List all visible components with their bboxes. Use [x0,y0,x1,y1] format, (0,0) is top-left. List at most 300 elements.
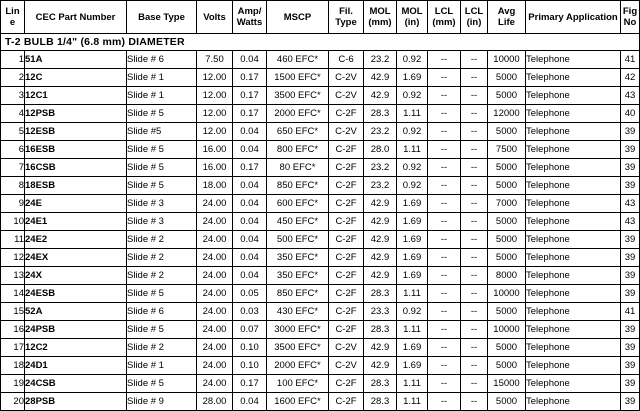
section-header-row [1,34,640,51]
cell-lcl-mm: -- [428,231,461,249]
cell-life: 10000 [488,321,526,339]
cell-lcl-in: -- [461,393,488,411]
col-header-lcl-mm-text2: (mm) [432,17,456,28]
cell-volts: 16.00 [197,141,233,159]
cell-lcl-in: -- [461,51,488,69]
cell-fig: 43 [621,213,640,231]
cell-mol-mm: 28.3 [364,321,397,339]
cell-volts: 24.00 [197,195,233,213]
col-header-mol-mm-text2: (mm) [368,17,392,28]
cell-line: 6 [1,141,25,159]
table-row [1,87,640,105]
cell-amps: 0.04 [233,177,267,195]
cell-lcl-in: -- [461,213,488,231]
cell-part: 24E2 [25,231,127,249]
table-row [1,177,640,195]
col-header-fil [329,1,364,34]
cell-app: Telephone [526,141,621,159]
cell-lcl-in: -- [461,357,488,375]
col-header-mol-in-text2: (in) [404,17,420,28]
cell-life: 8000 [488,267,526,285]
cell-mscp: 2000 EFC* [267,357,329,375]
cell-lcl-mm: -- [428,321,461,339]
cell-fig: 39 [621,339,640,357]
cell-mscp: 650 EFC* [267,123,329,141]
cell-line: 11 [1,231,25,249]
cell-volts: 12.00 [197,123,233,141]
cell-fig: 39 [621,375,640,393]
cell-base: Slide # 6 [127,303,197,321]
cell-fig: 39 [621,285,640,303]
cell-app: Telephone [526,51,621,69]
cell-mol-in: 1.69 [397,213,428,231]
cell-fil: C-2F [329,213,364,231]
cell-mscp: 600 EFC* [267,195,329,213]
cell-lcl-in: -- [461,195,488,213]
cell-line: 12 [1,249,25,267]
cell-lcl-mm: -- [428,393,461,411]
cell-fig: 39 [621,177,640,195]
table-row [1,249,640,267]
table-row [1,393,640,411]
cell-mol-mm: 23.2 [364,123,397,141]
cell-app: Telephone [526,87,621,105]
cell-fil: C-2F [329,249,364,267]
cell-lcl-in: -- [461,303,488,321]
cell-app: Telephone [526,105,621,123]
col-header-line [1,1,25,34]
cell-line: 7 [1,159,25,177]
cell-life: 5000 [488,249,526,267]
col-header-mol-in-text1: MOL [401,6,423,17]
cell-fil: C-2F [329,321,364,339]
cell-app: Telephone [526,123,621,141]
cell-line: 16 [1,321,25,339]
cell-line: 17 [1,339,25,357]
cell-amps: 0.04 [233,123,267,141]
table-row [1,141,640,159]
cell-lcl-in: -- [461,267,488,285]
cell-mol-mm: 42.9 [364,357,397,375]
table-row [1,51,640,69]
cell-mscp: 1600 EFC* [267,393,329,411]
cell-base: Slide # 5 [127,321,197,339]
cell-fil: C-2F [329,285,364,303]
cell-lcl-in: -- [461,123,488,141]
cell-mscp: 430 EFC* [267,303,329,321]
table-row [1,375,640,393]
cell-life: 5000 [488,213,526,231]
cell-volts: 24.00 [197,339,233,357]
cell-lcl-mm: -- [428,51,461,69]
cell-mol-mm: 28.3 [364,393,397,411]
cell-amps: 0.04 [233,393,267,411]
cell-mscp: 1500 EFC* [267,69,329,87]
cell-mol-mm: 23.2 [364,159,397,177]
col-header-fil-text2: Type [335,17,357,28]
col-header-lcl-in-text1: LCL [464,6,484,17]
cell-lcl-mm: -- [428,69,461,87]
cell-line: 3 [1,87,25,105]
cell-volts: 12.00 [197,105,233,123]
cell-fil: C-2F [329,105,364,123]
cell-volts: 18.00 [197,177,233,195]
cell-mol-mm: 42.9 [364,195,397,213]
cell-volts: 24.00 [197,285,233,303]
cell-app: Telephone [526,375,621,393]
cell-lcl-mm: -- [428,141,461,159]
cell-amps: 0.17 [233,87,267,105]
cell-base: Slide # 1 [127,69,197,87]
cell-app: Telephone [526,69,621,87]
cell-lcl-mm: -- [428,303,461,321]
cell-mol-in: 0.92 [397,123,428,141]
cell-fig: 43 [621,87,640,105]
cell-mscp: 500 EFC* [267,231,329,249]
cell-fil: C-2F [329,141,364,159]
cell-line: 4 [1,105,25,123]
cell-app: Telephone [526,357,621,375]
cell-mscp: 450 EFC* [267,213,329,231]
cell-line: 13 [1,267,25,285]
cell-mol-mm: 42.9 [364,267,397,285]
cell-line: 2 [1,69,25,87]
cell-line: 5 [1,123,25,141]
cell-mscp: 3500 EFC* [267,87,329,105]
cell-line: 1 [1,51,25,69]
cell-fil: C-2F [329,393,364,411]
cell-lcl-in: -- [461,231,488,249]
cell-mol-in: 0.92 [397,51,428,69]
cell-mol-mm: 28.3 [364,375,397,393]
cell-volts: 24.00 [197,375,233,393]
cell-mol-in: 0.92 [397,177,428,195]
cell-volts: 12.00 [197,87,233,105]
cell-part: 16ESB [25,141,127,159]
cell-fig: 43 [621,195,640,213]
cell-amps: 0.04 [233,231,267,249]
cell-part: 12C2 [25,339,127,357]
cell-mol-in: 1.11 [397,141,428,159]
cell-fil: C-2F [329,177,364,195]
table-row [1,159,640,177]
cell-volts: 24.00 [197,213,233,231]
col-header-base: Base Type [127,1,197,34]
cell-lcl-mm: -- [428,339,461,357]
col-header-fig-text1: Fig [622,6,638,17]
cell-amps: 0.10 [233,357,267,375]
cell-part: 16CSB [25,159,127,177]
cell-volts: 24.00 [197,357,233,375]
cell-life: 12000 [488,105,526,123]
cell-base: Slide # 2 [127,231,197,249]
cell-fil: C-2F [329,159,364,177]
cell-base: Slide # 5 [127,285,197,303]
col-header-app: Primary Application [526,1,621,34]
cell-mol-mm: 28.3 [364,105,397,123]
table-header [1,1,640,34]
cell-mscp: 3500 EFC* [267,339,329,357]
cell-base: Slide # 5 [127,177,197,195]
cell-fil: C-2V [329,357,364,375]
table-row [1,285,640,303]
cell-part: 12PSB [25,105,127,123]
cell-life: 7500 [488,141,526,159]
cell-mscp: 850 EFC* [267,285,329,303]
cell-amps: 0.05 [233,285,267,303]
cell-base: Slide # 5 [127,375,197,393]
cell-app: Telephone [526,267,621,285]
cell-mscp: 3000 EFC* [267,321,329,339]
cell-mol-in: 1.69 [397,69,428,87]
cell-line: 10 [1,213,25,231]
col-header-mol-mm [364,1,397,34]
col-header-fil-text1: Fil. [339,6,353,17]
cell-mol-in: 0.92 [397,303,428,321]
cell-amps: 0.04 [233,267,267,285]
cell-mol-mm: 42.9 [364,87,397,105]
cell-base: Slide # 5 [127,105,197,123]
cell-base: Slide # 2 [127,267,197,285]
cell-app: Telephone [526,213,621,231]
cell-mol-in: 1.69 [397,357,428,375]
cell-mscp: 350 EFC* [267,267,329,285]
col-header-line-text1: Lin [5,6,20,17]
cell-mol-in: 1.11 [397,321,428,339]
cell-lcl-mm: -- [428,87,461,105]
cell-mol-mm: 42.9 [364,249,397,267]
cell-part: 12ESB [25,123,127,141]
cell-mol-in: 0.92 [397,159,428,177]
header-row [1,1,640,34]
cell-volts: 24.00 [197,267,233,285]
cell-line: 14 [1,285,25,303]
cell-mol-in: 1.69 [397,195,428,213]
cell-fil: C-2F [329,303,364,321]
cell-part: 24X [25,267,127,285]
table-row [1,357,640,375]
cell-amps: 0.04 [233,213,267,231]
cell-mol-in: 1.69 [397,249,428,267]
cell-fil: C-2F [329,195,364,213]
cell-lcl-mm: -- [428,375,461,393]
cell-line: 18 [1,357,25,375]
cell-app: Telephone [526,195,621,213]
cell-volts: 24.00 [197,303,233,321]
cell-mol-in: 1.69 [397,231,428,249]
cell-fig: 41 [621,303,640,321]
cell-line: 19 [1,375,25,393]
cell-fig: 39 [621,267,640,285]
cell-fig: 39 [621,321,640,339]
cell-mol-in: 1.11 [397,285,428,303]
cell-amps: 0.07 [233,321,267,339]
cell-mol-mm: 42.9 [364,339,397,357]
cell-lcl-in: -- [461,87,488,105]
col-header-lcl-mm [428,1,461,34]
col-header-line-text2: e [9,17,16,28]
cell-mol-mm: 42.9 [364,213,397,231]
table-row [1,123,640,141]
col-header-fig [621,1,640,34]
cell-lcl-in: -- [461,141,488,159]
cell-app: Telephone [526,303,621,321]
cell-amps: 0.17 [233,69,267,87]
cell-life: 5000 [488,177,526,195]
cell-lcl-in: -- [461,339,488,357]
cell-app: Telephone [526,339,621,357]
cell-mscp: 800 EFC* [267,141,329,159]
cell-base: Slide # 5 [127,141,197,159]
cell-life: 5000 [488,303,526,321]
cell-fig: 39 [621,249,640,267]
cell-base: Slide # 3 [127,213,197,231]
cell-life: 5000 [488,357,526,375]
cell-fig: 39 [621,231,640,249]
cell-fil: C-2F [329,267,364,285]
cell-part: 24E1 [25,213,127,231]
cell-part: 24D1 [25,357,127,375]
cell-base: Slide # 6 [127,51,197,69]
cell-fil: C-2F [329,231,364,249]
cell-fig: 40 [621,105,640,123]
cell-lcl-mm: -- [428,177,461,195]
cell-amps: 0.04 [233,51,267,69]
cell-lcl-mm: -- [428,213,461,231]
col-header-fig-text2: No [623,17,637,28]
cell-life: 10000 [488,285,526,303]
cell-lcl-in: -- [461,249,488,267]
cell-mol-mm: 28.0 [364,141,397,159]
cell-lcl-in: -- [461,321,488,339]
cell-amps: 0.10 [233,339,267,357]
cell-lcl-in: -- [461,159,488,177]
cell-base: Slide # 1 [127,87,197,105]
cell-life: 5000 [488,87,526,105]
cell-part: 52A [25,303,127,321]
cell-volts: 16.00 [197,159,233,177]
col-header-lcl-in [461,1,488,34]
cell-base: Slide # 1 [127,357,197,375]
section-title: T-2 BULB 1/4" (6.8 mm) DIAMETER [1,34,640,51]
cell-base: Slide # 2 [127,249,197,267]
cell-lcl-mm: -- [428,267,461,285]
cell-line: 15 [1,303,25,321]
cell-amps: 0.04 [233,249,267,267]
cell-amps: 0.17 [233,159,267,177]
cell-life: 5000 [488,123,526,141]
cell-amps: 0.17 [233,375,267,393]
cell-mol-in: 0.92 [397,87,428,105]
cell-lcl-in: -- [461,105,488,123]
cell-mscp: 850 EFC* [267,177,329,195]
col-header-lcl-in-text2: (in) [466,17,482,28]
cell-fig: 39 [621,123,640,141]
cell-base: Slide # 9 [127,393,197,411]
cell-part: 24PSB [25,321,127,339]
cell-part: 18ESB [25,177,127,195]
cell-mscp: 100 EFC* [267,375,329,393]
cell-lcl-mm: -- [428,357,461,375]
cell-app: Telephone [526,231,621,249]
cell-line: 20 [1,393,25,411]
cell-fil: C-2V [329,339,364,357]
cell-lcl-in: -- [461,285,488,303]
cell-app: Telephone [526,177,621,195]
cell-life: 10000 [488,51,526,69]
cell-fil: C-2V [329,69,364,87]
cell-life: 15000 [488,375,526,393]
table-row [1,105,640,123]
cell-app: Telephone [526,159,621,177]
cell-mol-in: 1.69 [397,267,428,285]
cell-fil: C-2V [329,87,364,105]
cell-app: Telephone [526,321,621,339]
cell-part: 24ESB [25,285,127,303]
cell-fil: C-2V [329,123,364,141]
cell-mol-mm: 23.2 [364,177,397,195]
cell-part: 24CSB [25,375,127,393]
table-body [1,34,640,411]
cell-base: Slide #5 [127,123,197,141]
cell-fig: 39 [621,159,640,177]
cell-volts: 28.00 [197,393,233,411]
cell-mol-mm: 42.9 [364,231,397,249]
cell-life: 5000 [488,393,526,411]
cell-base: Slide # 3 [127,195,197,213]
cell-part: 51A [25,51,127,69]
table-row [1,213,640,231]
col-header-life [488,1,526,34]
cell-part: 12C [25,69,127,87]
col-header-life-text2: Life [498,17,515,28]
cell-volts: 24.00 [197,231,233,249]
col-header-amps-text2: Watts [236,17,263,28]
cell-base: Slide # 5 [127,159,197,177]
cell-app: Telephone [526,249,621,267]
cell-amps: 0.03 [233,303,267,321]
cell-volts: 12.00 [197,69,233,87]
cell-mol-mm: 23.3 [364,303,397,321]
table-row [1,321,640,339]
table-row [1,69,640,87]
col-header-mscp: MSCP [267,1,329,34]
cell-amps: 0.04 [233,195,267,213]
cell-life: 5000 [488,159,526,177]
cell-fil: C-6 [329,51,364,69]
col-header-lcl-mm-text1: LCL [434,6,454,17]
cell-mol-in: 1.69 [397,339,428,357]
cell-mol-in: 1.11 [397,375,428,393]
cell-mscp: 460 EFC* [267,51,329,69]
cell-mol-mm: 42.9 [364,69,397,87]
col-header-volts: Volts [197,1,233,34]
cell-volts: 24.00 [197,249,233,267]
table-row [1,303,640,321]
cell-mscp: 80 EFC* [267,159,329,177]
cell-mscp: 350 EFC* [267,249,329,267]
col-header-mol-in [397,1,428,34]
cell-lcl-mm: -- [428,159,461,177]
cell-app: Telephone [526,393,621,411]
cell-lcl-in: -- [461,375,488,393]
cell-mol-mm: 28.3 [364,285,397,303]
table-row [1,339,640,357]
cell-line: 8 [1,177,25,195]
cell-fig: 42 [621,69,640,87]
cell-life: 7000 [488,195,526,213]
cell-lcl-mm: -- [428,249,461,267]
